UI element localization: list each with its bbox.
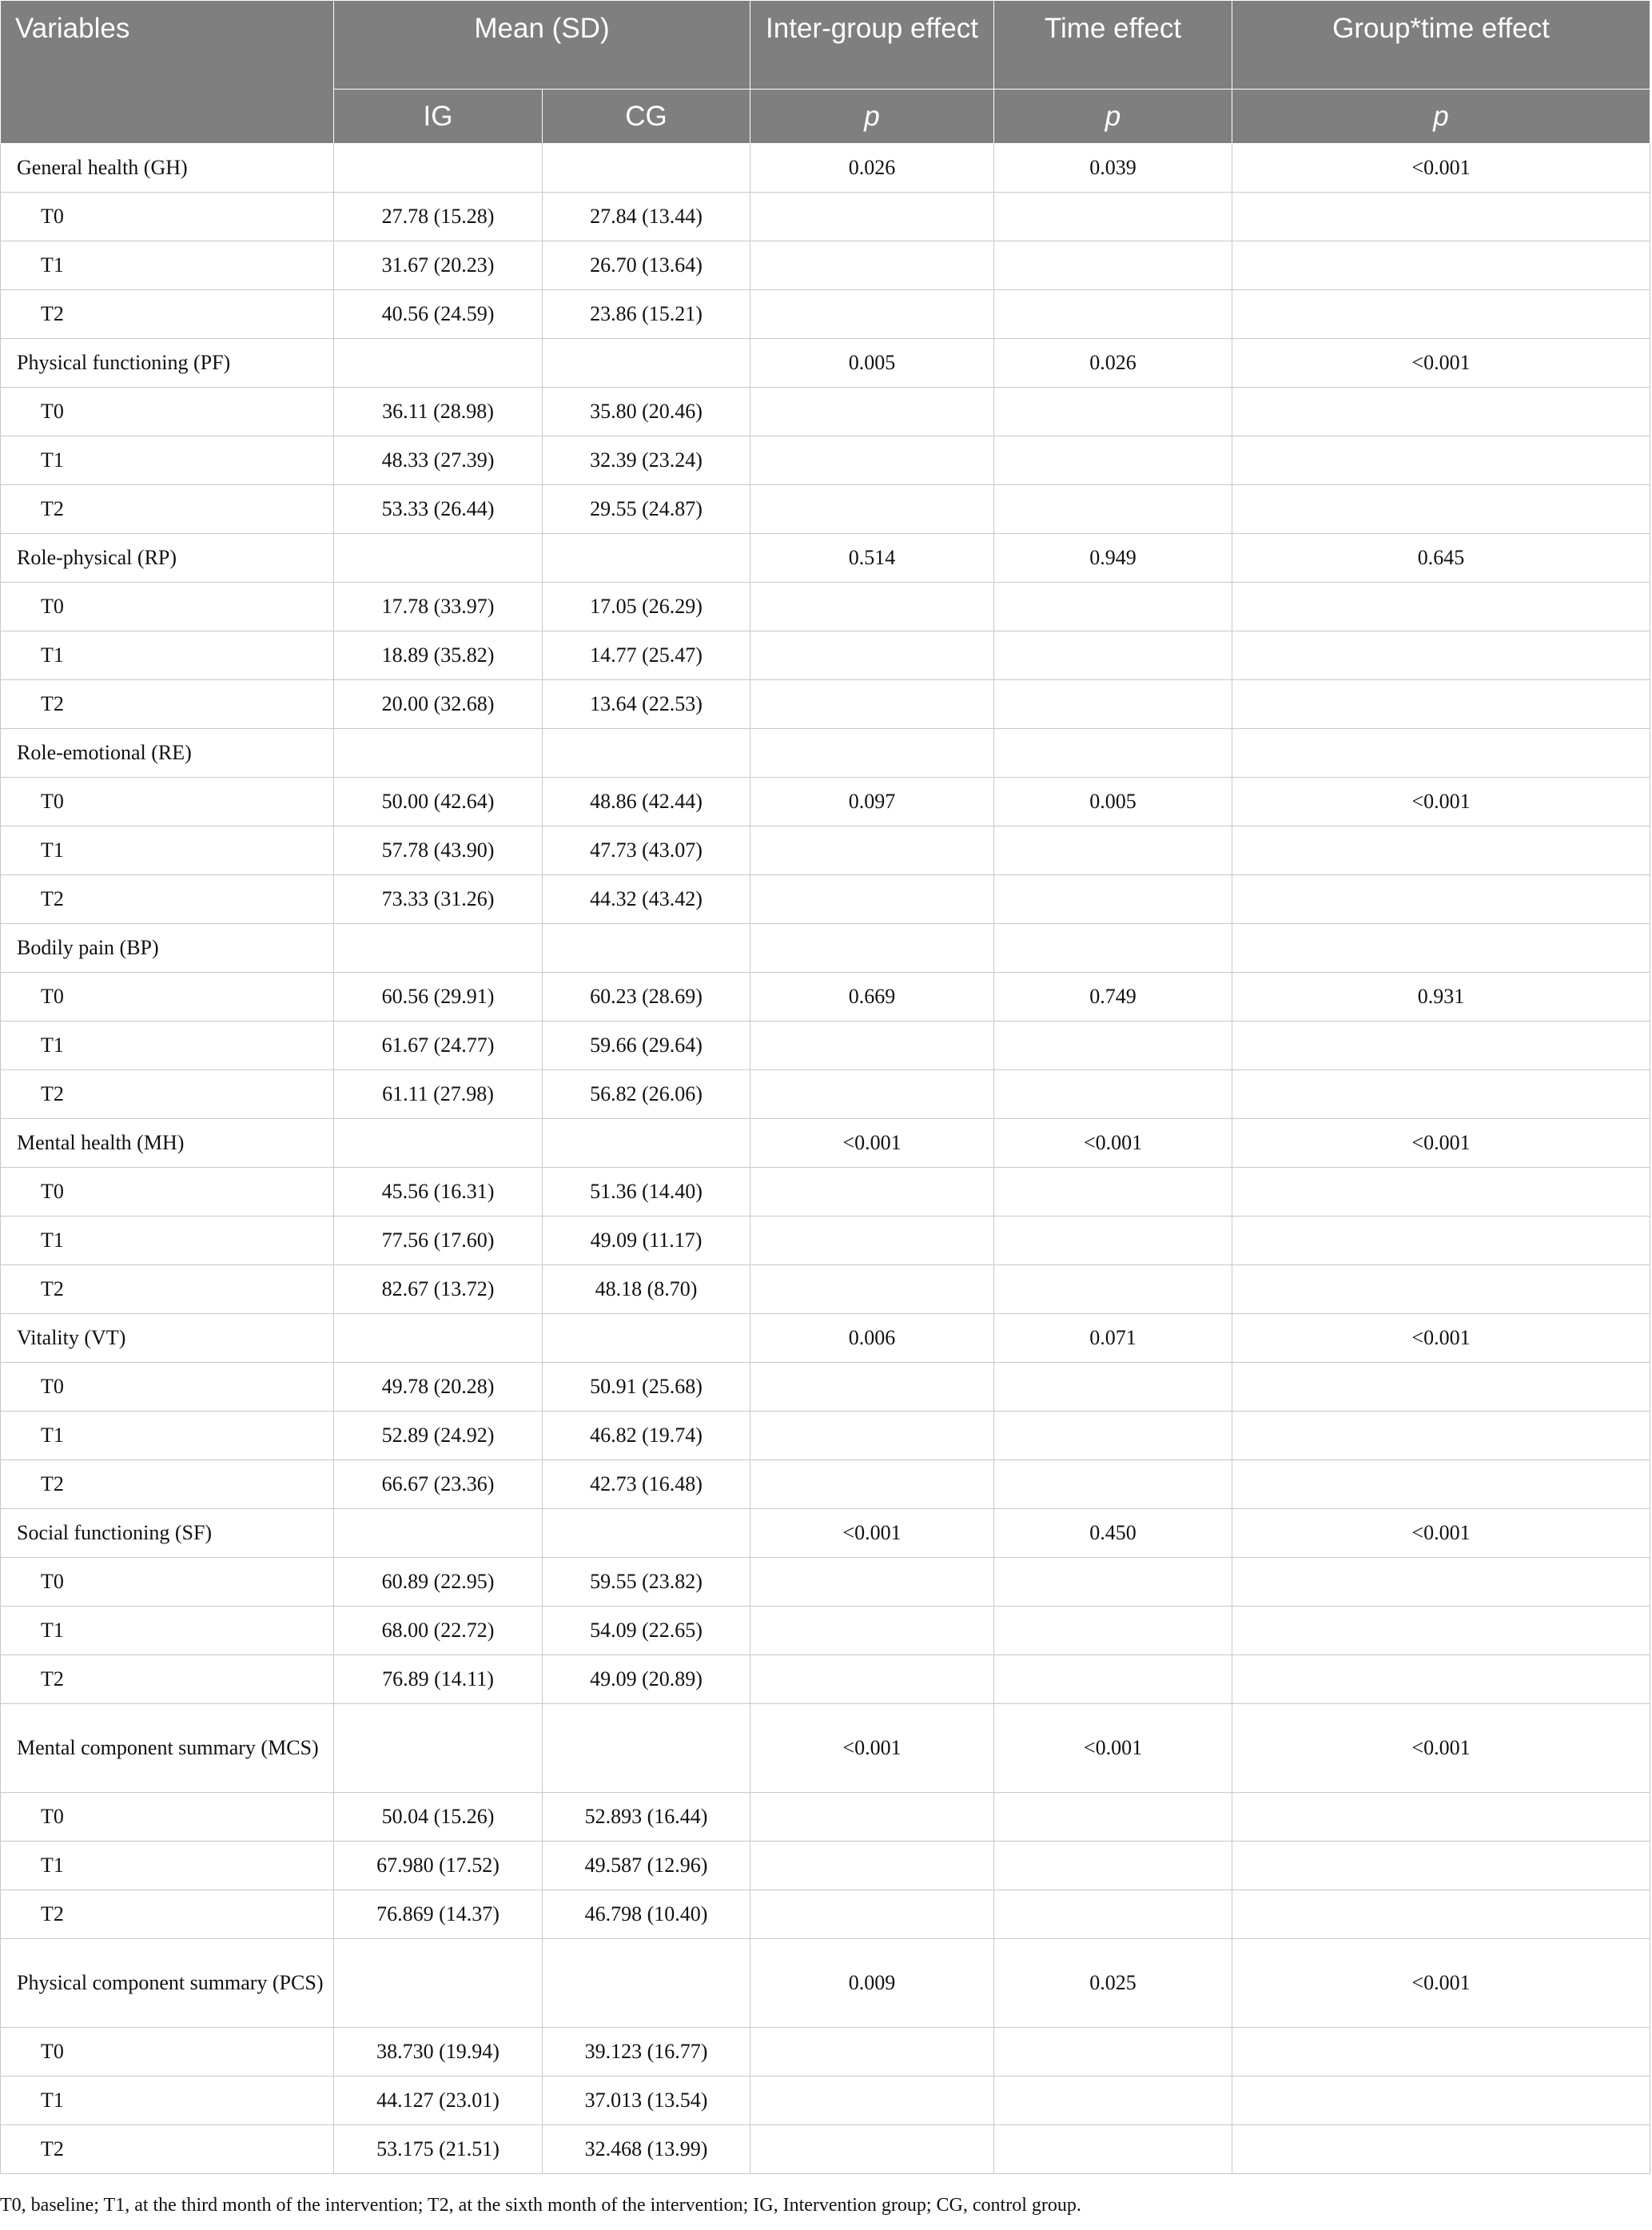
table-row	[1, 583, 1650, 631]
table-row	[1, 1509, 1650, 1558]
cell-group-time-p	[1232, 1021, 1650, 1070]
table-row	[1, 1168, 1650, 1217]
cell-group-time-p	[1232, 1070, 1650, 1119]
cell-cg-mean-sd	[543, 1704, 750, 1793]
table-row	[1, 2077, 1650, 2125]
cell-ig-mean-sd: 57.78 (43.90)	[334, 826, 543, 875]
cell-ig-mean-sd: 17.78 (33.97)	[334, 583, 543, 631]
cell-ig-mean-sd: 38.730 (19.94)	[334, 2028, 543, 2077]
cell-ig-mean-sd: 77.56 (17.60)	[334, 1217, 543, 1265]
cell-variable: T1	[1, 241, 334, 290]
table-row	[1, 973, 1650, 1021]
cell-variable: T0	[1, 1363, 334, 1412]
cell-inter-group-p	[750, 436, 994, 485]
table-body	[1, 144, 1650, 2174]
table-row	[1, 2125, 1650, 2174]
header-group-time-effect: Group*time effect	[1232, 1, 1650, 90]
cell-time-effect-p	[994, 193, 1232, 241]
cell-inter-group-p	[750, 1793, 994, 1842]
cell-variable: T1	[1, 1217, 334, 1265]
cell-group-time-p	[1232, 631, 1650, 680]
cell-cg-mean-sd: 32.39 (23.24)	[543, 436, 750, 485]
cell-ig-mean-sd	[334, 924, 543, 973]
cell-inter-group-p: 0.669	[750, 973, 994, 1021]
cell-cg-mean-sd: 49.09 (20.89)	[543, 1655, 750, 1704]
cell-cg-mean-sd: 59.66 (29.64)	[543, 1021, 750, 1070]
table-row	[1, 534, 1650, 583]
table-row	[1, 193, 1650, 241]
cell-ig-mean-sd: 50.04 (15.26)	[334, 1793, 543, 1842]
cell-group-time-p: <0.001	[1232, 339, 1650, 388]
cell-inter-group-p	[750, 1021, 994, 1070]
cell-inter-group-p: 0.097	[750, 778, 994, 826]
cell-time-effect-p	[994, 1842, 1232, 1890]
cell-ig-mean-sd	[334, 144, 543, 193]
cell-group-time-p	[1232, 1460, 1650, 1509]
cell-cg-mean-sd: 13.64 (22.53)	[543, 680, 750, 729]
table-row	[1, 388, 1650, 436]
cell-time-effect-p	[994, 631, 1232, 680]
cell-inter-group-p	[750, 290, 994, 339]
cell-cg-mean-sd: 29.55 (24.87)	[543, 485, 750, 534]
cell-group-time-p	[1232, 1842, 1650, 1890]
cell-cg-mean-sd: 49.09 (11.17)	[543, 1217, 750, 1265]
cell-time-effect-p	[994, 1363, 1232, 1412]
cell-variable: T2	[1, 485, 334, 534]
table-row	[1, 1793, 1650, 1842]
cell-inter-group-p: <0.001	[750, 1509, 994, 1558]
cell-ig-mean-sd: 20.00 (32.68)	[334, 680, 543, 729]
cell-time-effect-p: <0.001	[994, 1704, 1232, 1793]
cell-inter-group-p	[750, 583, 994, 631]
table-row	[1, 1070, 1650, 1119]
cell-variable: T1	[1, 1842, 334, 1890]
cell-variable: T1	[1, 2077, 334, 2125]
cell-cg-mean-sd: 60.23 (28.69)	[543, 973, 750, 1021]
cell-inter-group-p: 0.514	[750, 534, 994, 583]
cell-variable: T2	[1, 2125, 334, 2174]
cell-ig-mean-sd: 53.175 (21.51)	[334, 2125, 543, 2174]
table-row	[1, 290, 1650, 339]
table-row	[1, 339, 1650, 388]
cell-group-time-p	[1232, 2125, 1650, 2174]
cell-time-effect-p: 0.071	[994, 1314, 1232, 1363]
cell-inter-group-p	[750, 875, 994, 924]
table-row	[1, 1363, 1650, 1412]
cell-time-effect-p	[994, 241, 1232, 290]
cell-inter-group-p	[750, 2077, 994, 2125]
cell-variable: T1	[1, 1412, 334, 1460]
table-row	[1, 826, 1650, 875]
header-mean-sd: Mean (SD)	[334, 1, 750, 90]
cell-ig-mean-sd	[334, 1939, 543, 2028]
cell-ig-mean-sd: 60.89 (22.95)	[334, 1558, 543, 1607]
cell-inter-group-p: 0.009	[750, 1939, 994, 2028]
cell-time-effect-p	[994, 1655, 1232, 1704]
cell-inter-group-p	[750, 729, 994, 778]
cell-cg-mean-sd: 27.84 (13.44)	[543, 193, 750, 241]
cell-group-time-p	[1232, 1363, 1650, 1412]
cell-time-effect-p	[994, 826, 1232, 875]
table-row	[1, 778, 1650, 826]
cell-time-effect-p: <0.001	[994, 1119, 1232, 1168]
cell-time-effect-p: 0.005	[994, 778, 1232, 826]
cell-group-time-p: <0.001	[1232, 1704, 1650, 1793]
cell-variable: Bodily pain (BP)	[1, 924, 334, 973]
cell-variable: T0	[1, 193, 334, 241]
cell-time-effect-p	[994, 1070, 1232, 1119]
cell-inter-group-p: <0.001	[750, 1119, 994, 1168]
table-row	[1, 1265, 1650, 1314]
table-row	[1, 1412, 1650, 1460]
cell-time-effect-p	[994, 924, 1232, 973]
table-row	[1, 1119, 1650, 1168]
cell-group-time-p: <0.001	[1232, 1314, 1650, 1363]
cell-cg-mean-sd: 49.587 (12.96)	[543, 1842, 750, 1890]
table-row	[1, 631, 1650, 680]
cell-variable: T2	[1, 1655, 334, 1704]
cell-group-time-p	[1232, 1217, 1650, 1265]
cell-cg-mean-sd	[543, 534, 750, 583]
cell-inter-group-p	[750, 1217, 994, 1265]
cell-ig-mean-sd: 31.67 (20.23)	[334, 241, 543, 290]
table-row	[1, 1021, 1650, 1070]
cell-group-time-p: <0.001	[1232, 1119, 1650, 1168]
cell-variable: Role-physical (RP)	[1, 534, 334, 583]
cell-inter-group-p	[750, 1070, 994, 1119]
cell-cg-mean-sd	[543, 729, 750, 778]
cell-group-time-p	[1232, 193, 1650, 241]
cell-cg-mean-sd: 14.77 (25.47)	[543, 631, 750, 680]
cell-time-effect-p	[994, 2077, 1232, 2125]
cell-variable: T2	[1, 875, 334, 924]
cell-time-effect-p	[994, 680, 1232, 729]
cell-time-effect-p: 0.450	[994, 1509, 1232, 1558]
table-row	[1, 241, 1650, 290]
cell-inter-group-p	[750, 2028, 994, 2077]
cell-group-time-p	[1232, 1412, 1650, 1460]
cell-time-effect-p	[994, 485, 1232, 534]
cell-ig-mean-sd: 44.127 (23.01)	[334, 2077, 543, 2125]
cell-time-effect-p	[994, 1890, 1232, 1939]
cell-group-time-p	[1232, 436, 1650, 485]
header-p-inter-group: p	[750, 90, 994, 144]
cell-variable: T0	[1, 1558, 334, 1607]
cell-ig-mean-sd: 73.33 (31.26)	[334, 875, 543, 924]
cell-group-time-p	[1232, 1265, 1650, 1314]
table-row	[1, 1460, 1650, 1509]
cell-variable: T2	[1, 1070, 334, 1119]
cell-ig-mean-sd: 40.56 (24.59)	[334, 290, 543, 339]
cell-ig-mean-sd	[334, 339, 543, 388]
cell-inter-group-p	[750, 388, 994, 436]
cell-cg-mean-sd	[543, 1119, 750, 1168]
cell-ig-mean-sd	[334, 729, 543, 778]
header-inter-group-effect: Inter-group effect	[750, 1, 994, 90]
cell-variable: Mental health (MH)	[1, 1119, 334, 1168]
cell-variable: Physical functioning (PF)	[1, 339, 334, 388]
cell-time-effect-p: 0.039	[994, 144, 1232, 193]
cell-cg-mean-sd: 56.82 (26.06)	[543, 1070, 750, 1119]
cell-time-effect-p	[994, 290, 1232, 339]
table-row	[1, 1704, 1650, 1793]
cell-inter-group-p	[750, 1412, 994, 1460]
cell-inter-group-p	[750, 2125, 994, 2174]
table-row	[1, 1939, 1650, 2028]
cell-ig-mean-sd	[334, 1704, 543, 1793]
cell-cg-mean-sd	[543, 924, 750, 973]
cell-cg-mean-sd: 44.32 (43.42)	[543, 875, 750, 924]
cell-variable: T0	[1, 583, 334, 631]
cell-group-time-p	[1232, 875, 1650, 924]
cell-time-effect-p	[994, 1412, 1232, 1460]
cell-cg-mean-sd: 35.80 (20.46)	[543, 388, 750, 436]
cell-inter-group-p	[750, 924, 994, 973]
cell-group-time-p	[1232, 388, 1650, 436]
cell-cg-mean-sd: 51.36 (14.40)	[543, 1168, 750, 1217]
header-cg: CG	[543, 90, 750, 144]
cell-cg-mean-sd: 54.09 (22.65)	[543, 1607, 750, 1655]
header-time-effect: Time effect	[994, 1, 1232, 90]
cell-ig-mean-sd	[334, 534, 543, 583]
table-row	[1, 2028, 1650, 2077]
cell-ig-mean-sd: 76.869 (14.37)	[334, 1890, 543, 1939]
cell-group-time-p: 0.931	[1232, 973, 1650, 1021]
cell-group-time-p	[1232, 290, 1650, 339]
cell-variable: T2	[1, 1460, 334, 1509]
cell-variable: T0	[1, 778, 334, 826]
cell-cg-mean-sd	[543, 1314, 750, 1363]
cell-variable: Mental component summary (MCS)	[1, 1704, 334, 1793]
cell-variable: T2	[1, 1890, 334, 1939]
cell-inter-group-p	[750, 241, 994, 290]
table-row	[1, 1558, 1650, 1607]
cell-cg-mean-sd: 52.893 (16.44)	[543, 1793, 750, 1842]
cell-group-time-p	[1232, 729, 1650, 778]
cell-cg-mean-sd: 42.73 (16.48)	[543, 1460, 750, 1509]
cell-group-time-p	[1232, 1890, 1650, 1939]
cell-inter-group-p	[750, 1655, 994, 1704]
cell-ig-mean-sd	[334, 1119, 543, 1168]
cell-ig-mean-sd: 82.67 (13.72)	[334, 1265, 543, 1314]
cell-group-time-p	[1232, 1168, 1650, 1217]
table-footnote: T0, baseline; T1, at the third month of the intervention; T2, at the sixth month of the intervention; IG, Intervention group; CG, control group.	[0, 2195, 1081, 2216]
cell-ig-mean-sd	[334, 1509, 543, 1558]
cell-cg-mean-sd: 39.123 (16.77)	[543, 2028, 750, 2077]
cell-variable: General health (GH)	[1, 144, 334, 193]
cell-inter-group-p	[750, 1363, 994, 1412]
cell-cg-mean-sd: 59.55 (23.82)	[543, 1558, 750, 1607]
cell-time-effect-p	[994, 729, 1232, 778]
table-row	[1, 1607, 1650, 1655]
cell-variable: T0	[1, 388, 334, 436]
cell-cg-mean-sd: 37.013 (13.54)	[543, 2077, 750, 2125]
cell-ig-mean-sd	[334, 1314, 543, 1363]
cell-cg-mean-sd	[543, 1939, 750, 2028]
cell-group-time-p	[1232, 680, 1650, 729]
cell-time-effect-p	[994, 1558, 1232, 1607]
cell-variable: Physical component summary (PCS)	[1, 1939, 334, 2028]
cell-time-effect-p	[994, 2125, 1232, 2174]
cell-time-effect-p	[994, 1265, 1232, 1314]
table-row	[1, 924, 1650, 973]
cell-time-effect-p: 0.025	[994, 1939, 1232, 2028]
table-row	[1, 680, 1650, 729]
cell-ig-mean-sd: 18.89 (35.82)	[334, 631, 543, 680]
cell-inter-group-p	[750, 1890, 994, 1939]
cell-cg-mean-sd: 17.05 (26.29)	[543, 583, 750, 631]
cell-group-time-p: <0.001	[1232, 1939, 1650, 2028]
table-row	[1, 1217, 1650, 1265]
cell-inter-group-p: 0.005	[750, 339, 994, 388]
table-row	[1, 875, 1650, 924]
cell-time-effect-p	[994, 875, 1232, 924]
cell-ig-mean-sd: 76.89 (14.11)	[334, 1655, 543, 1704]
cell-inter-group-p	[750, 1558, 994, 1607]
cell-variable: T1	[1, 1607, 334, 1655]
cell-inter-group-p	[750, 1265, 994, 1314]
cell-variable: T0	[1, 2028, 334, 2077]
cell-variable: Role-emotional (RE)	[1, 729, 334, 778]
cell-variable: T0	[1, 1793, 334, 1842]
cell-group-time-p	[1232, 241, 1650, 290]
cell-group-time-p	[1232, 2028, 1650, 2077]
cell-cg-mean-sd: 48.18 (8.70)	[543, 1265, 750, 1314]
cell-group-time-p: <0.001	[1232, 778, 1650, 826]
cell-cg-mean-sd: 46.798 (10.40)	[543, 1890, 750, 1939]
cell-inter-group-p	[750, 1607, 994, 1655]
cell-group-time-p	[1232, 1655, 1650, 1704]
header-variables: Variables	[1, 1, 334, 144]
cell-ig-mean-sd: 36.11 (28.98)	[334, 388, 543, 436]
table-row	[1, 1842, 1650, 1890]
cell-group-time-p: <0.001	[1232, 144, 1650, 193]
cell-inter-group-p: <0.001	[750, 1704, 994, 1793]
cell-inter-group-p	[750, 631, 994, 680]
cell-ig-mean-sd: 48.33 (27.39)	[334, 436, 543, 485]
cell-cg-mean-sd: 26.70 (13.64)	[543, 241, 750, 290]
cell-cg-mean-sd	[543, 144, 750, 193]
cell-inter-group-p	[750, 826, 994, 875]
cell-time-effect-p	[994, 436, 1232, 485]
cell-time-effect-p	[994, 583, 1232, 631]
cell-variable: T2	[1, 680, 334, 729]
cell-variable: Social functioning (SF)	[1, 1509, 334, 1558]
cell-time-effect-p: 0.026	[994, 339, 1232, 388]
cell-ig-mean-sd: 52.89 (24.92)	[334, 1412, 543, 1460]
cell-group-time-p: 0.645	[1232, 534, 1650, 583]
cell-group-time-p	[1232, 1793, 1650, 1842]
cell-cg-mean-sd	[543, 1509, 750, 1558]
cell-group-time-p	[1232, 583, 1650, 631]
cell-time-effect-p: 0.749	[994, 973, 1232, 1021]
table-row	[1, 1890, 1650, 1939]
header-ig: IG	[334, 90, 543, 144]
table-row	[1, 1655, 1650, 1704]
cell-cg-mean-sd: 47.73 (43.07)	[543, 826, 750, 875]
cell-cg-mean-sd: 46.82 (19.74)	[543, 1412, 750, 1460]
cell-inter-group-p	[750, 680, 994, 729]
cell-inter-group-p: 0.006	[750, 1314, 994, 1363]
cell-variable: T1	[1, 631, 334, 680]
cell-inter-group-p: 0.026	[750, 144, 994, 193]
header-p-time: p	[994, 90, 1232, 144]
cell-time-effect-p: 0.949	[994, 534, 1232, 583]
cell-variable: T1	[1, 436, 334, 485]
table-header	[1, 1, 1650, 144]
cell-group-time-p	[1232, 1558, 1650, 1607]
cell-ig-mean-sd: 50.00 (42.64)	[334, 778, 543, 826]
cell-inter-group-p	[750, 1842, 994, 1890]
cell-variable: T2	[1, 1265, 334, 1314]
cell-time-effect-p	[994, 1021, 1232, 1070]
cell-cg-mean-sd: 48.86 (42.44)	[543, 778, 750, 826]
cell-ig-mean-sd: 49.78 (20.28)	[334, 1363, 543, 1412]
cell-cg-mean-sd: 32.468 (13.99)	[543, 2125, 750, 2174]
cell-variable: T1	[1, 1021, 334, 1070]
cell-inter-group-p	[750, 1460, 994, 1509]
table-row	[1, 436, 1650, 485]
cell-ig-mean-sd: 66.67 (23.36)	[334, 1460, 543, 1509]
cell-time-effect-p	[994, 388, 1232, 436]
cell-ig-mean-sd: 45.56 (16.31)	[334, 1168, 543, 1217]
cell-group-time-p	[1232, 485, 1650, 534]
table-row	[1, 485, 1650, 534]
cell-variable: T2	[1, 290, 334, 339]
cell-variable: Vitality (VT)	[1, 1314, 334, 1363]
cell-inter-group-p	[750, 485, 994, 534]
cell-cg-mean-sd: 23.86 (15.21)	[543, 290, 750, 339]
table-row	[1, 729, 1650, 778]
cell-time-effect-p	[994, 1168, 1232, 1217]
cell-group-time-p: <0.001	[1232, 1509, 1650, 1558]
cell-time-effect-p	[994, 1217, 1232, 1265]
cell-group-time-p	[1232, 826, 1650, 875]
cell-ig-mean-sd: 61.11 (27.98)	[334, 1070, 543, 1119]
cell-variable: T0	[1, 973, 334, 1021]
cell-time-effect-p	[994, 1460, 1232, 1509]
cell-ig-mean-sd: 53.33 (26.44)	[334, 485, 543, 534]
cell-variable: T1	[1, 826, 334, 875]
table-row	[1, 144, 1650, 193]
cell-ig-mean-sd: 67.980 (17.52)	[334, 1842, 543, 1890]
cell-time-effect-p	[994, 2028, 1232, 2077]
cell-ig-mean-sd: 61.67 (24.77)	[334, 1021, 543, 1070]
cell-group-time-p	[1232, 2077, 1650, 2125]
cell-ig-mean-sd: 27.78 (15.28)	[334, 193, 543, 241]
cell-time-effect-p	[994, 1607, 1232, 1655]
table-row	[1, 1314, 1650, 1363]
cell-ig-mean-sd: 68.00 (22.72)	[334, 1607, 543, 1655]
cell-variable: T0	[1, 1168, 334, 1217]
cell-group-time-p	[1232, 924, 1650, 973]
cell-inter-group-p	[750, 1168, 994, 1217]
cell-cg-mean-sd: 50.91 (25.68)	[543, 1363, 750, 1412]
cell-cg-mean-sd	[543, 339, 750, 388]
cell-group-time-p	[1232, 1607, 1650, 1655]
header-p-group-time: p	[1232, 90, 1650, 144]
cell-time-effect-p	[994, 1793, 1232, 1842]
cell-ig-mean-sd: 60.56 (29.91)	[334, 973, 543, 1021]
cell-inter-group-p	[750, 193, 994, 241]
